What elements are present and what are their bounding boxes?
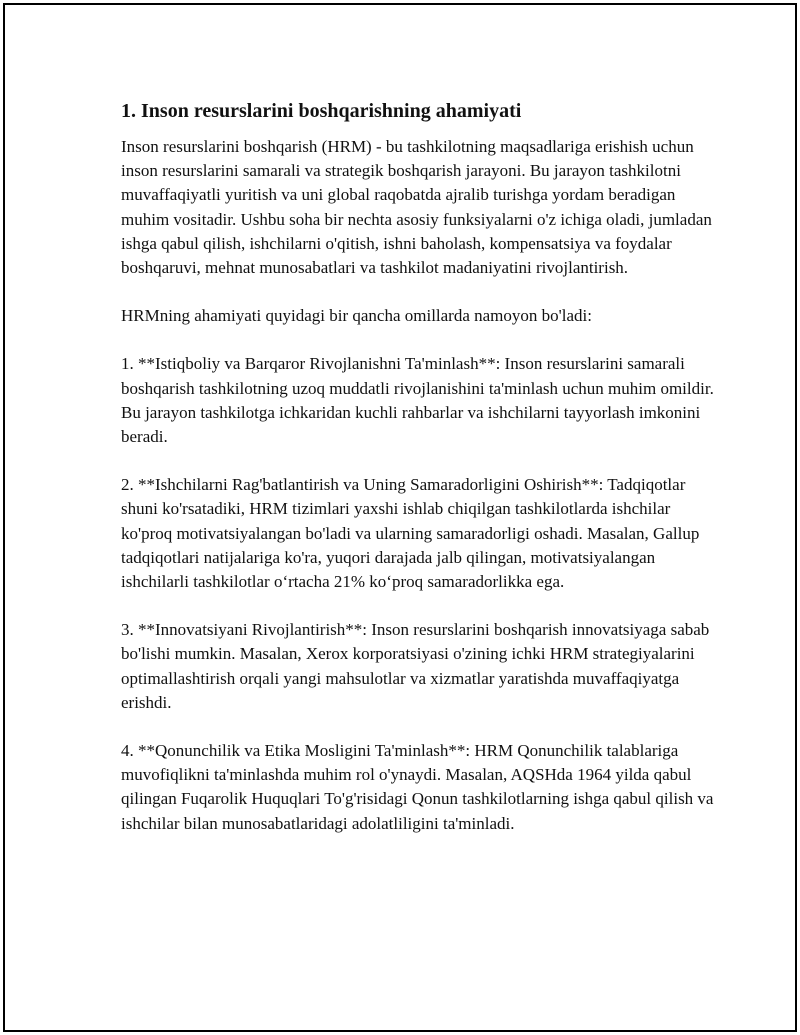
importance-lead-paragraph: HRMning ahamiyati quyidagi bir qancha omillarda namoyon bo'ladi: <box>121 306 592 326</box>
point-1-paragraph: 1. **Istiqboliy va Barqaror Rivojlanishni Ta'minlash**: Inson resurslarini samarali boshqarish tashkilotning uzoq muddatli rivojlanishini ta'minlash uchun muhim omildir. Bu jarayon tashkilotga ichkaridan kuchli rahbarlar va ishchilarni tayyorlash imkonini beradi. <box>121 354 714 447</box>
page-frame <box>3 3 797 1032</box>
section-heading: 1. Inson resurslarini boshqarishning ahamiyati <box>121 100 522 122</box>
intro-paragraph: Inson resurslarini boshqarish (HRM) - bu tashkilotning maqsadlariga erishish uchun inson resurslarini samarali va strategik boshqarish jarayoni. Bu jarayon tashkilotni muvaffaqiyatli yuritish va uni global raqobatda ajralib turishga yordam beradigan muhim vositadir. Ushbu soha bir nechta asosiy funksiyalarni o'z ichiga oladi, jumladan ishga qabul qilish, ishchilarni o'qitish, ishni baholash, kompensatsiya va foydalar boshqaruvi, mehnat munosabatlari va tashkilot madaniyatini rivojlantirish. <box>121 137 712 278</box>
point-2-paragraph: 2. **Ishchilarni Rag'batlantirish va Uning Samaradorligini Oshirish**: Tadqiqotlar shuni ko'rsatadiki, HRM tizimlari yaxshi ishlab chiqilgan tashkilotlarda ishchilar ko'proq motivatsiyalangan bo'ladi va ularning samaradorligi oshadi. Masalan, Gallup tadqiqotlari natijalariga ko'ra, yuqori darajada jalb qilingan, motivatsiyalangan ishchilarli tashkilotlar o‘rtacha 21% ko‘proq samaradorlikka ega. <box>121 475 700 592</box>
point-4-paragraph: 4. **Qonunchilik va Etika Mosligini Ta'minlash**: HRM Qonunchilik talablariga muvofiqlikni ta'minlashda muhim rol o'ynaydi. Masalan, AQSHda 1964 yilda qabul qilingan Fuqarolik Huquqlari To'g'risidagi Qonun tashkilotlarning ishga qabul qilish va ishchilar bilan munosabatlaridagi adolatliligini ta'minladi. <box>121 741 714 833</box>
document-body <box>121 97 721 860</box>
point-3-paragraph: 3. **Innovatsiyani Rivojlantirish**: Inson resurslarini boshqarish innovatsiyaga sabab bo'lishi mumkin. Masalan, Xerox korporatsiyasi o'zining ichki HRM strategiyalarini optimallashtirish orqali yangi mahsulotlar va xizmatlar yaratishda muvaffaqiyatga erishdi. <box>121 620 710 712</box>
